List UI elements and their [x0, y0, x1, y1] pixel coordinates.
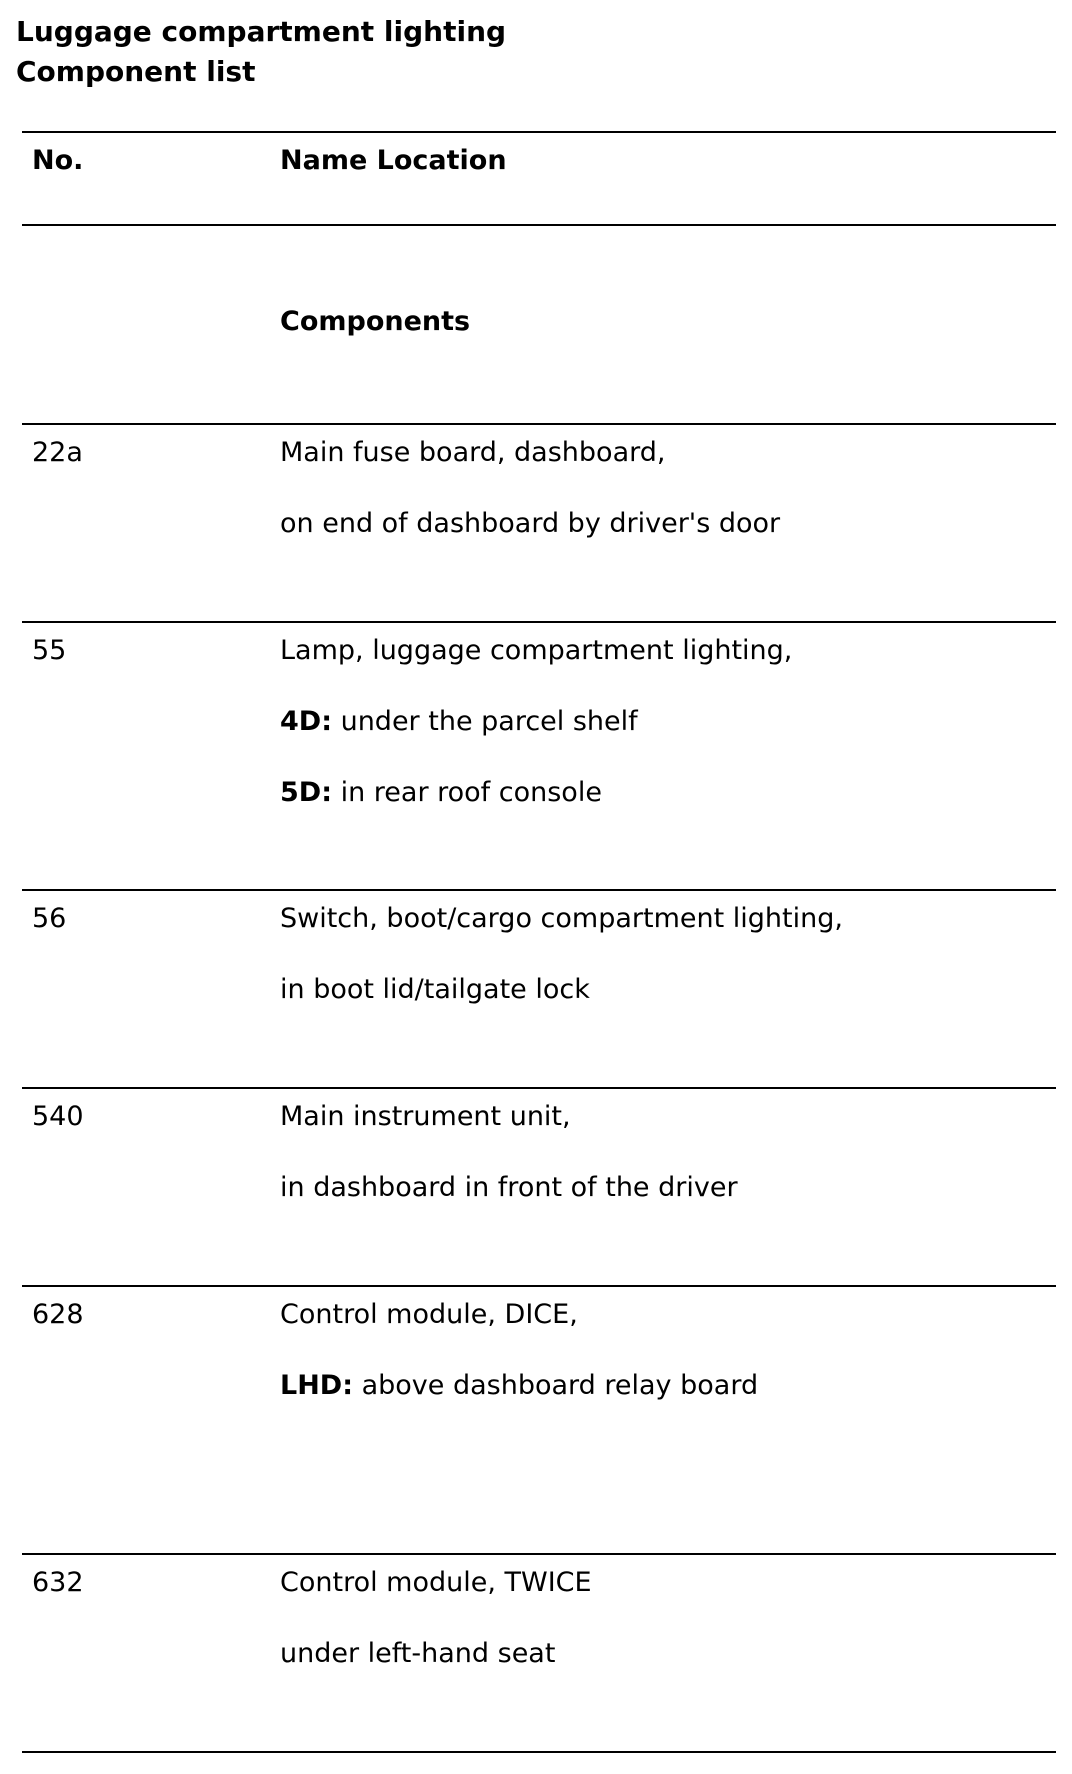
- component-name: Control module, TWICE: [280, 1567, 592, 1598]
- component-number: 22a: [32, 437, 83, 468]
- title-line-1: Luggage compartment lighting: [16, 15, 507, 48]
- component-location-variant: [280, 704, 792, 740]
- table-row: [22, 1553, 1056, 1753]
- table-row: [22, 1285, 1056, 1553]
- component-location-variant: [280, 1368, 758, 1404]
- table-row: [22, 423, 1056, 621]
- table-row: [22, 621, 1056, 889]
- variant-prefix: LHD:: [280, 1370, 354, 1401]
- component-details: [280, 901, 843, 1008]
- variant-prefix: 5D:: [280, 777, 332, 808]
- title-line-2: Component list: [16, 55, 256, 88]
- component-details: [280, 1565, 592, 1672]
- variant-text: above dashboard relay board: [353, 1370, 759, 1401]
- component-location: under left-hand seat: [280, 1638, 556, 1669]
- header-no: No.: [32, 145, 84, 176]
- header-name-location: Name Location: [280, 145, 507, 176]
- table-row: [22, 889, 1056, 1087]
- table-header-row: [22, 131, 1056, 224]
- document-title: [16, 12, 506, 92]
- component-details: [280, 1297, 758, 1404]
- section-label: Components: [280, 306, 471, 337]
- component-location: in boot lid/tailgate lock: [280, 974, 590, 1005]
- component-number: 632: [32, 1567, 84, 1598]
- variant-text: under the parcel shelf: [332, 706, 638, 737]
- component-name: Main instrument unit,: [280, 1101, 571, 1132]
- component-location: in dashboard in front of the driver: [280, 1172, 738, 1203]
- component-details: [280, 1099, 738, 1206]
- component-location: on end of dashboard by driver's door: [280, 508, 781, 539]
- variant-prefix: 4D:: [280, 706, 332, 737]
- component-details: [280, 435, 780, 542]
- component-table: [22, 131, 1056, 1753]
- component-name: Control module, DICE,: [280, 1299, 578, 1330]
- component-name: Lamp, luggage compartment lighting,: [280, 635, 793, 666]
- component-location-variant: [280, 775, 792, 811]
- component-number: 55: [32, 635, 67, 666]
- component-number: 56: [32, 903, 67, 934]
- component-details: [280, 633, 792, 811]
- component-name: Main fuse board, dashboard,: [280, 437, 666, 468]
- section-row: [22, 224, 1056, 423]
- component-number: 540: [32, 1101, 84, 1132]
- component-name: Switch, boot/cargo compartment lighting,: [280, 903, 843, 934]
- table-row: [22, 1087, 1056, 1285]
- variant-text: in rear roof console: [332, 777, 602, 808]
- component-number: 628: [32, 1299, 84, 1330]
